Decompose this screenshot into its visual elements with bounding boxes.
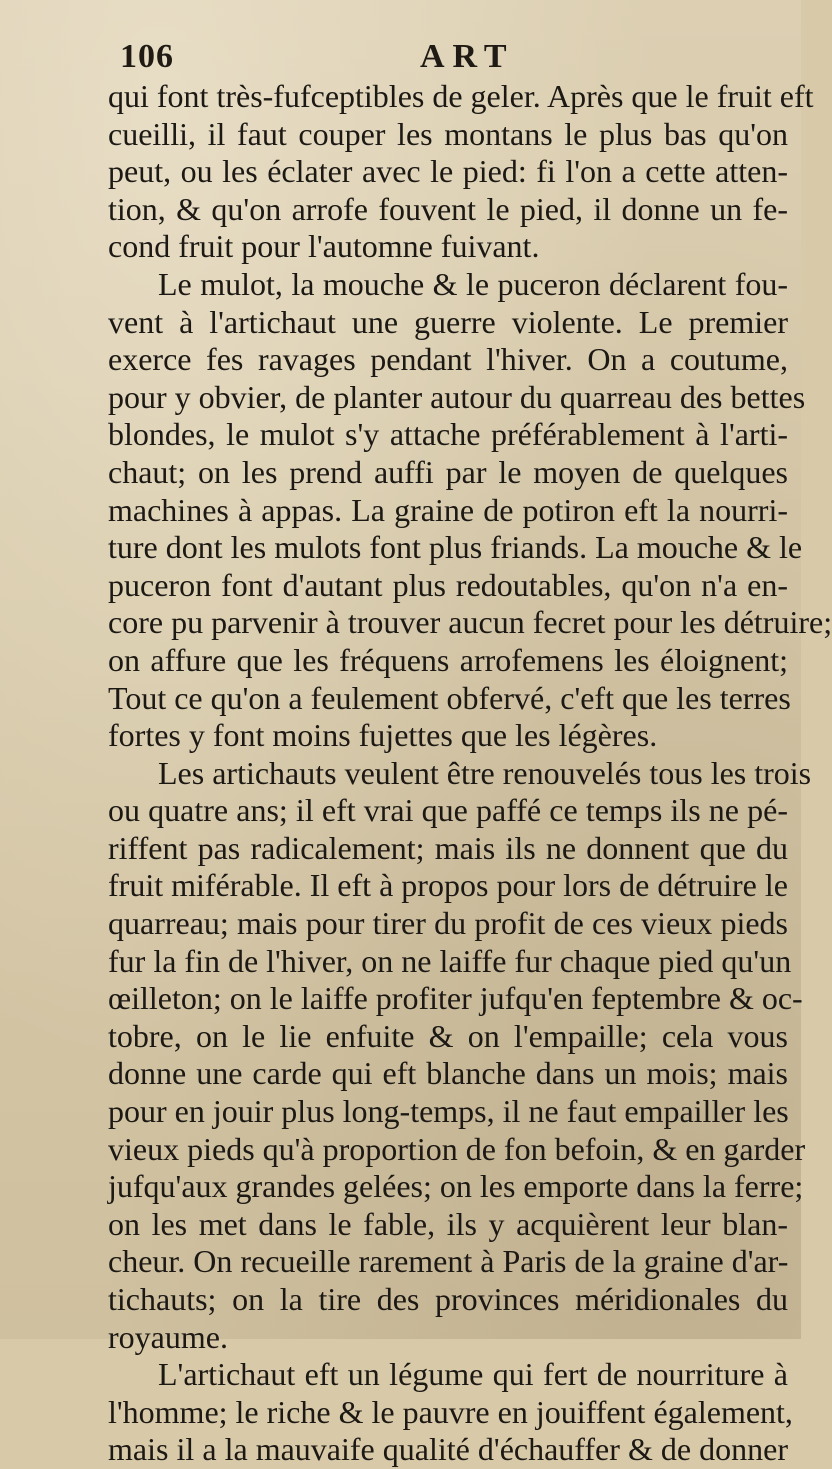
text-line: œilleton; on le laiffe profiter jufqu'en feptembre & oc-: [108, 980, 803, 1017]
text-line: on les met dans le fable, ils y acquièrent leur blan-: [108, 1205, 788, 1242]
text-line: puceron font d'autant plus redoutables, qu'on n'a en-: [108, 566, 788, 603]
text-line: L'artichaut eft un légume qui fert de nourriture à: [158, 1356, 788, 1393]
text-line: fruit miférable. Il eft à propos pour lors de détruire le: [108, 867, 788, 904]
text-line: vent à l'artichaut une guerre violente. Le premier: [108, 303, 788, 340]
text-line: quarreau; mais pour tirer du profit de ces vieux pieds: [108, 905, 788, 942]
text-line: Les artichauts veulent être renouvelés tous les trois: [158, 754, 812, 791]
text-line: machines à appas. La graine de potiron eft la nourri-: [108, 491, 788, 528]
text-line: blondes, le mulot s'y attache préférablement à l'arti-: [108, 416, 788, 453]
text-line: vieux pieds qu'à proportion de fon befoin, & en garder: [108, 1130, 806, 1167]
text-line: core pu parvenir à trouver aucun fecret pour les détruire;: [108, 604, 832, 641]
running-head: ART: [420, 38, 515, 75]
text-line: riffent pas radicalement; mais ils ne donnent que du: [108, 829, 788, 866]
text-line: exerce fes ravages pendant l'hiver. On a coutume,: [108, 341, 788, 378]
page-header: [120, 38, 680, 78]
text-line: chaut; on les prend auffi par le moyen de quelques: [108, 453, 788, 490]
text-line: ture dont les mulots font plus friands. La mouche & le: [108, 529, 803, 566]
text-line: cueilli, il faut couper les montans le plus bas qu'on: [108, 115, 788, 152]
text-line: royaume.: [108, 1318, 228, 1355]
text-line: fur la fin de l'hiver, on ne laiffe fur chaque pied qu'un: [108, 942, 792, 979]
body-text: [108, 78, 832, 1469]
text-line: donne une carde qui eft blanche dans un mois; mais: [108, 1055, 788, 1092]
text-line: cond fruit pour l'automne fuivant.: [108, 228, 540, 265]
text-line: tion, & qu'on arrofe fouvent le pied, il donne un fe-: [108, 190, 788, 227]
page-number: 106: [120, 38, 174, 75]
text-line: mais il a la mauvaife qualité d'échauffer & de donner: [108, 1431, 788, 1468]
text-line: pour en jouir plus long-temps, il ne faut empailler les: [108, 1093, 789, 1130]
text-line: cheur. On recueille rarement à Paris de la graine d'ar-: [108, 1243, 789, 1280]
text-line: fortes y font moins fujettes que les légères.: [108, 717, 658, 754]
text-line: Le mulot, la mouche & le puceron déclarent fou-: [158, 265, 788, 302]
text-line: tichauts; on la tire des provinces méridionales du: [108, 1281, 788, 1317]
text-line: ou quatre ans; il eft vrai que paffé ce temps ils ne pé-: [108, 792, 788, 829]
text-line: l'homme; le riche & le pauvre en jouiffent également,: [108, 1393, 793, 1430]
text-line: on affure que les fréquens arrofemens les éloignent;: [108, 641, 788, 678]
text-line: Tout ce qu'on a feulement obfervé, c'eft que les terres: [108, 679, 791, 716]
text-line: peut, ou les éclater avec le pied: fi l'on a cette atten-: [108, 153, 788, 190]
text-line: tobre, on le lie enfuite & on l'empaille; cela vous: [108, 1017, 788, 1054]
text-line: pour y obvier, de planter autour du quarreau des bettes: [108, 378, 806, 415]
text-line: jufqu'aux grandes gelées; on les emporte dans la ferre;: [108, 1168, 804, 1205]
text-line: qui font très-fufceptibles de geler. Après que le fruit eft: [108, 78, 814, 114]
